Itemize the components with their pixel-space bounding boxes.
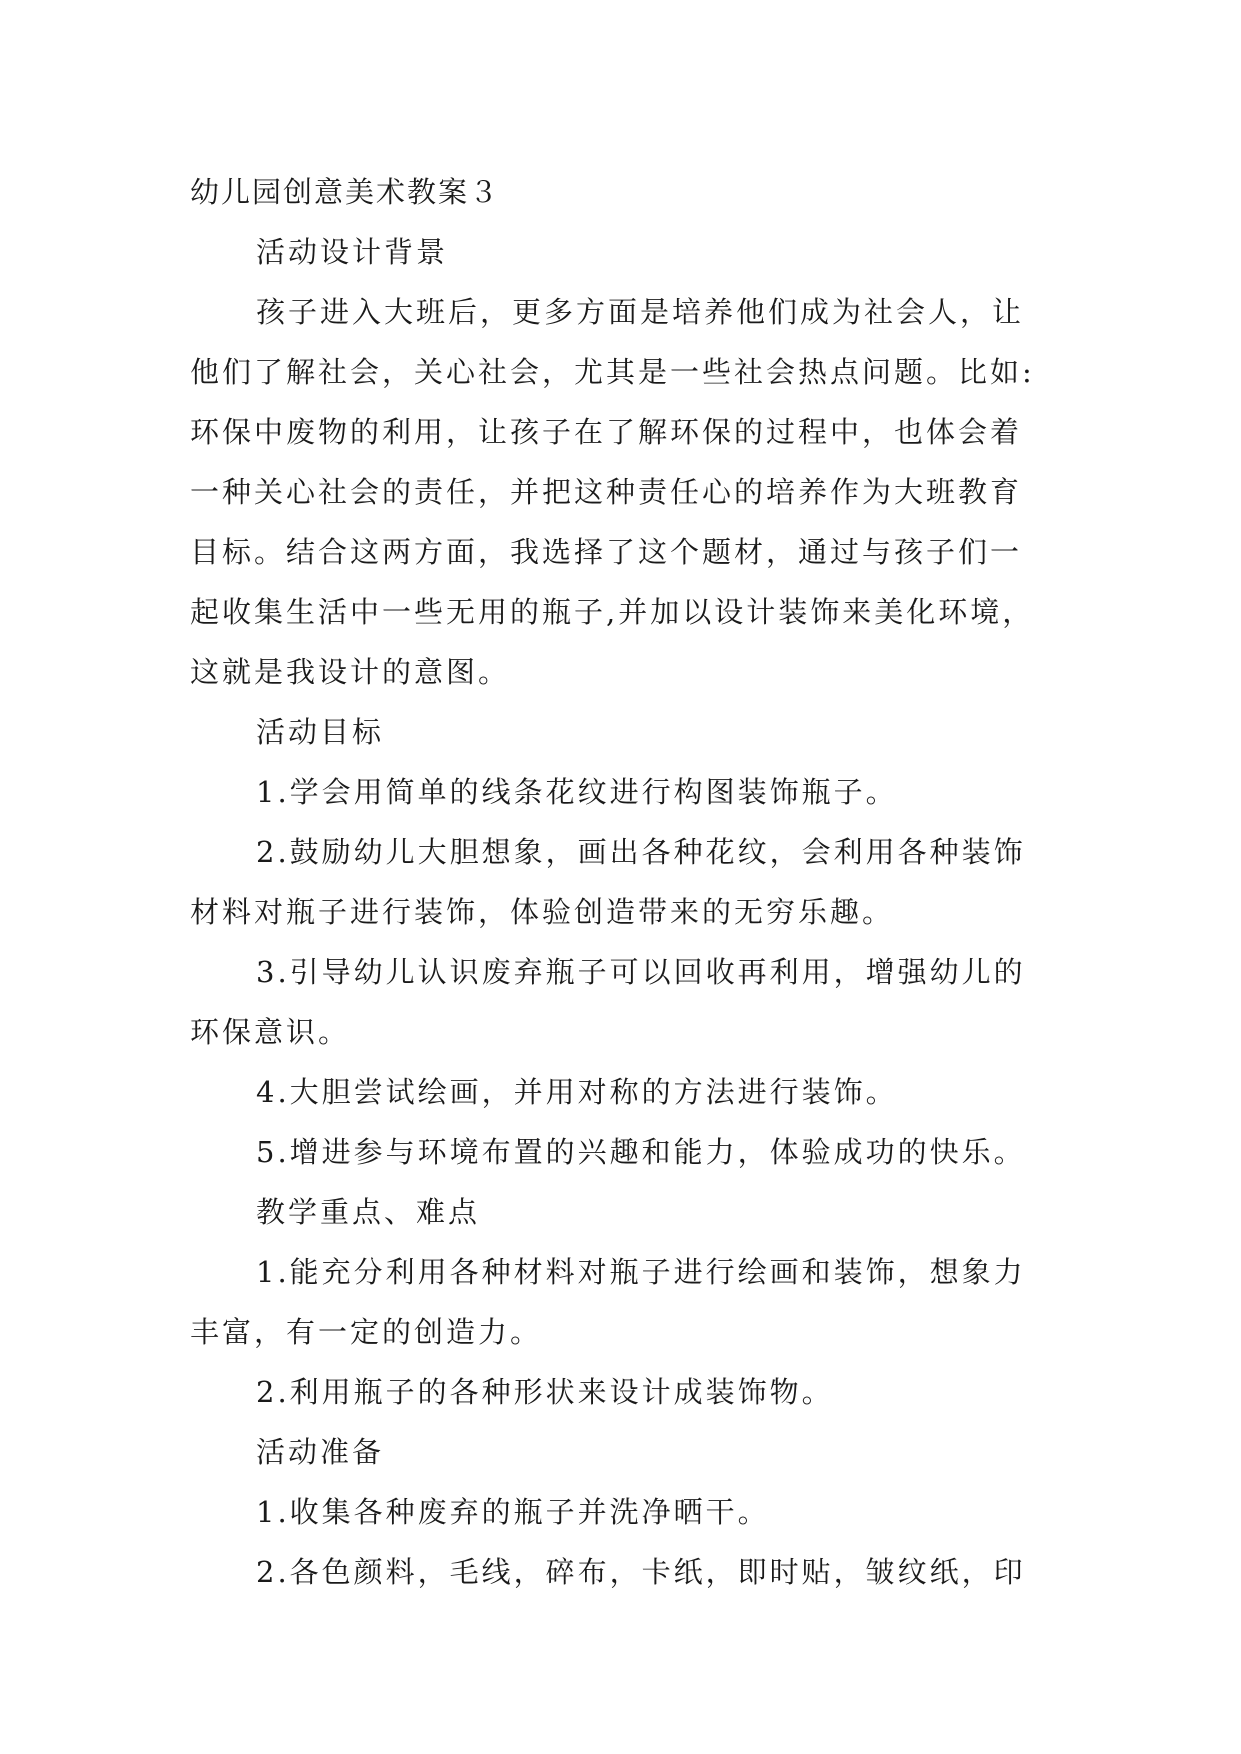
text-line: 起收集生活中一些无用的瓶子,并加以设计装饰来美化环境，: [190, 595, 1035, 629]
text-line: 2.各色颜料，毛线，碎布，卡纸，即时贴，皱纹纸，印: [256, 1555, 1026, 1589]
text-line: 3.引导幼儿认识废弃瓶子可以回收再利用，增强幼儿的: [256, 955, 1026, 989]
text-line: 丰富，有一定的创造力。: [190, 1315, 543, 1349]
text-line: 孩子进入大班后，更多方面是培养他们成为社会人，让: [256, 295, 1025, 329]
text-line: 1.学会用简单的线条花纹进行构图装饰瓶子。: [256, 775, 898, 809]
paragraph-lines: [190, 222, 1070, 1602]
text-line: 5.增进参与环境布置的兴趣和能力，体验成功的快乐。: [256, 1135, 1026, 1169]
text-line: 这就是我设计的意图。: [190, 655, 511, 689]
text-line: 1.收集各种废弃的瓶子并洗净晒干。: [256, 1495, 770, 1529]
text-line: 活动目标: [256, 715, 385, 749]
document-title: 幼儿园创意美术教案３: [190, 175, 501, 209]
text-line: 目标。结合这两方面，我选择了这个题材，通过与孩子们一: [190, 535, 1023, 569]
text-line: 活动设计背景: [256, 235, 449, 269]
document-body: [190, 162, 1070, 1602]
text-line: 一种关心社会的责任，并把这种责任心的培养作为大班教育: [190, 475, 1023, 509]
text-line: 4.大胆尝试绘画，并用对称的方法进行装饰。: [256, 1075, 898, 1109]
text-line: 2.利用瓶子的各种形状来设计成装饰物。: [256, 1375, 834, 1409]
text-line: 1.能充分利用各种材料对瓶子进行绘画和装饰，想象力: [256, 1255, 1026, 1289]
text-line: 活动准备: [256, 1435, 385, 1469]
text-line: 2.鼓励幼儿大胆想象，画出各种花纹，会利用各种装饰: [256, 835, 1026, 869]
text-line: 环保意识。: [190, 1015, 351, 1049]
text-line: 教学重点、难点: [256, 1195, 481, 1229]
text-line: 环保中废物的利用，让孩子在了解环保的过程中，也体会着: [190, 415, 1023, 449]
text-line: 他们了解社会，关心社会，尤其是一些社会热点问题。比如:: [190, 355, 1035, 389]
text-line: 材料对瓶子进行装饰，体验创造带来的无穷乐趣。: [190, 895, 895, 929]
